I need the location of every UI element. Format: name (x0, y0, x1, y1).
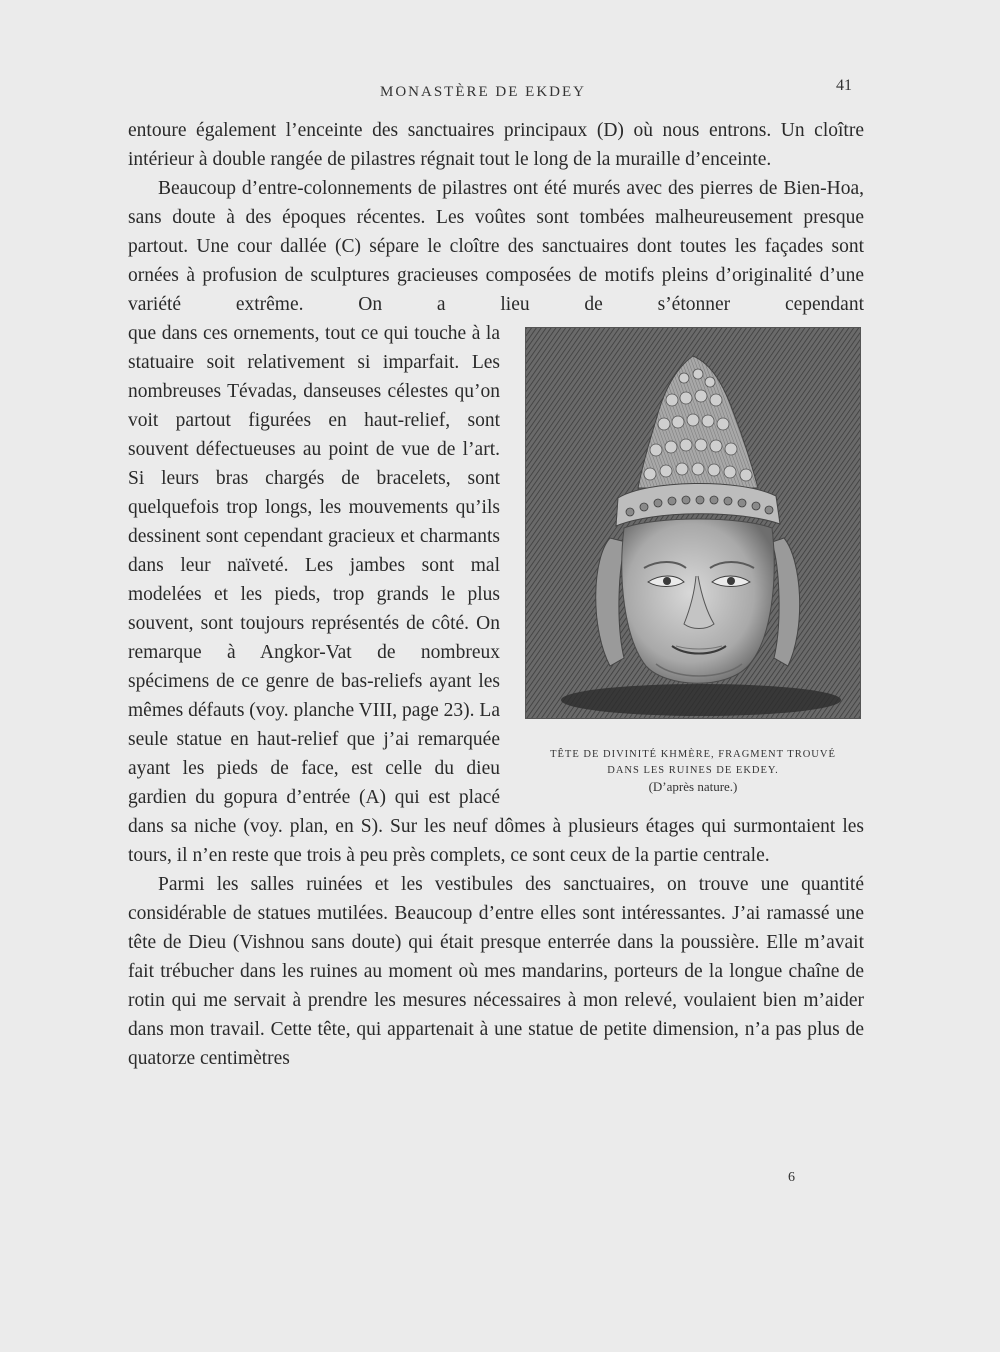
paragraph-4: Parmi les salles ruinées et les vestibules des sanctuaires, on trouve une quantité considérable de statues mutilées. Beaucoup d’entre elles sont intéressantes. J’ai ramassé une tête de Dieu (Vishnou sans doute) qui était presque enterrée dans la poussière. Elle m’avait fait trébucher dans les ruines au moment où mes mandarins, porteurs de la longue chaîne de rotin qui me servait à prendre les mesures nécessaires à mon relevé, voulaient bien m’aider dans mon travail. Cette tête, qui appartenait à une statue de petite dimension, n’a pas plus de quatorze centimètres (128, 874, 864, 1069)
page-number: 41 (836, 77, 852, 94)
body-text (128, 116, 864, 1073)
figure (522, 327, 864, 795)
caption-line-3: (D’après nature.) (648, 779, 738, 794)
paragraph-3: que dans ces ornements, tout ce qui touche à la statuaire soit relativement si imparfait. Les nombreuses Tévadas, danseuses célestes qu’on voit partout figurées en haut-relief, sont souvent défectueuses au point de vue de l’art. Si leurs bras chargés de bracelets, sont quelquefois trop longs, les mouvements qu’ils dessinent sont cependant gracieux et charmants dans leur naïveté. Les jambes sont mal modelées et les pieds, trop grands le plus souvent, sont toujours représentés de côté. On remarque à Angkor-Vat de nombreux spécimens de ce genre de bas-reliefs ayant les mêmes défauts (voy. planche VIII, page 23). La seule statue en haut-relief que j’ai remarquée ayant les pieds de face, est celle du dieu gardien du gopura d’entrée (A) qui est placé dans sa niche (voy. plan, en S). Sur les neuf dômes à plusieurs étages qui surmontaient les tours, il n’en reste que trois à peu près complets, ce sont ceux de la partie centrale. (128, 323, 864, 866)
figure-caption (522, 747, 864, 795)
running-title: MONASTÈRE DE EKDEY (380, 84, 586, 100)
caption-line-2: DANS LES RUINES DE EKDEY. (607, 765, 779, 776)
caption-line-1: TÊTE DE DIVINITÉ KHMÈRE, FRAGMENT TROUVÉ (550, 749, 836, 760)
signature-mark: 6 (788, 1170, 795, 1185)
paragraph-2: Beaucoup d’entre-colonnements de pilastres ont été murés avec des pierres de Bien-Hoa, sans doute à des époques récentes. Les voûtes sont tombées malheureusement presque partout. Une cour dallée (C) sépare le cloître des sanctuaires dont toutes les façades sont ornées à profusion de sculptures gracieuses composées de motifs pleins d’originalité d’une variété extrême. On a lieu de s’étonner cependant (128, 178, 864, 315)
paragraph-1: entoure également l’enceinte des sanctuaires principaux (D) où nous entrons. Un cloître intérieur à double rangée de pilastres régnait tout le long de la muraille d’enceinte. (128, 120, 864, 170)
stone-head-engraving (525, 327, 861, 719)
